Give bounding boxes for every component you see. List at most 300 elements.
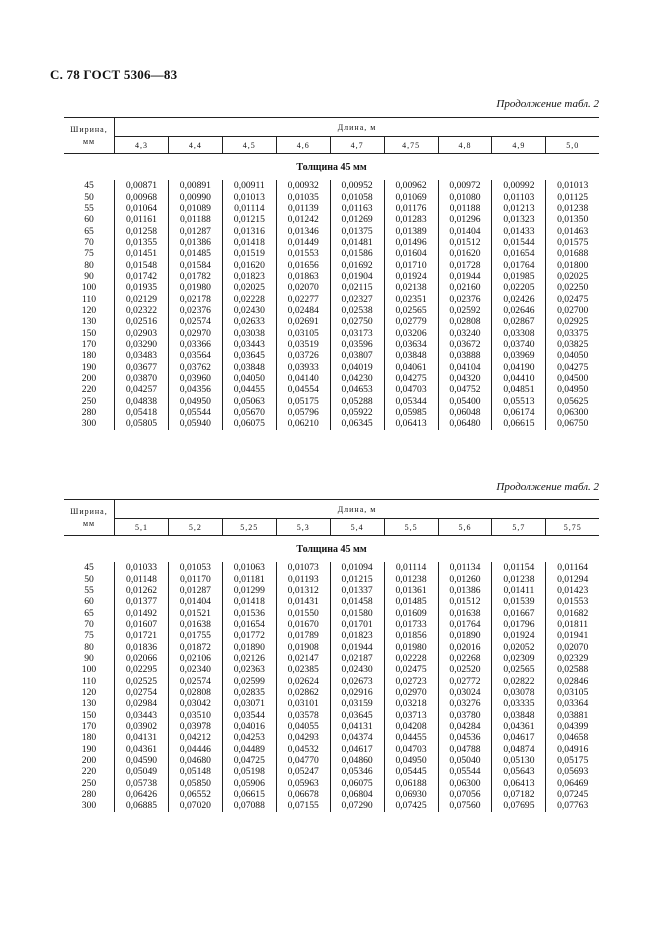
volume-cell: 0,02426: [492, 293, 546, 304]
section-title: Толщина 45 мм: [296, 161, 367, 173]
volume-cell: 0,04703: [384, 744, 438, 755]
volume-cell: 0,03483: [115, 350, 169, 361]
section-title: Толщина 45 мм: [296, 543, 367, 555]
volume-cell: 0,03024: [438, 687, 492, 698]
volume-cell: 0,01423: [546, 585, 599, 596]
volume-cell: 0,02129: [115, 293, 169, 304]
volume-cell: 0,02646: [492, 305, 546, 316]
volume-cell: 0,03071: [222, 698, 276, 709]
volume-cell: 0,04455: [222, 384, 276, 395]
volume-cell: 0,01053: [168, 562, 222, 573]
volume-cell: 0,07088: [222, 800, 276, 811]
volume-cell: 0,02147: [276, 653, 330, 664]
volume-cell: 0,02700: [546, 305, 599, 316]
width-value: 60: [84, 214, 94, 226]
volume-cell: 0,04658: [546, 732, 599, 743]
table-row: [64, 709, 599, 720]
volume-cell: 0,01035: [276, 191, 330, 202]
volume-cell: 0,01985: [492, 271, 546, 282]
volume-cell: 0,01481: [330, 237, 384, 248]
length-value: 5,2: [168, 519, 222, 536]
volume-cell: 0,01604: [384, 248, 438, 259]
volume-cell: 0,07763: [546, 800, 599, 811]
volume-cell: 0,00972: [438, 180, 492, 191]
volume-cell: 0,01823: [330, 630, 384, 641]
volume-cell: 0,01692: [330, 259, 384, 270]
table-row: [64, 630, 599, 641]
volume-cell: 0,04320: [438, 373, 492, 384]
volume-cell: 0,02363: [222, 664, 276, 675]
volume-cell: 0,01586: [330, 248, 384, 259]
volume-cell: 0,05418: [115, 407, 169, 418]
volume-cell: 0,02970: [168, 327, 222, 338]
volume-cell: 0,03726: [276, 350, 330, 361]
volume-cell: 0,02115: [330, 282, 384, 293]
volume-cell: 0,02846: [546, 675, 599, 686]
volume-cell: 0,02520: [438, 664, 492, 675]
volume-cell: 0,03038: [222, 327, 276, 338]
volume-cell: 0,04190: [492, 362, 546, 373]
volume-cell: 0,02903: [115, 327, 169, 338]
table-row: [64, 789, 599, 800]
volume-cell: 0,01980: [384, 641, 438, 652]
volume-cell: 0,04050: [222, 373, 276, 384]
volume-cell: 0,01238: [546, 203, 599, 214]
volume-cell: 0,02808: [438, 316, 492, 327]
volume-cell: 0,02835: [222, 687, 276, 698]
volume-cell: 0,05670: [222, 407, 276, 418]
volume-cell: 0,02268: [438, 653, 492, 664]
volume-cell: 0,05693: [546, 766, 599, 777]
volume-cell: 0,04950: [546, 384, 599, 395]
volume-cell: 0,00891: [168, 180, 222, 191]
length-values-row: [64, 137, 599, 154]
volume-cell: 0,01418: [222, 237, 276, 248]
volume-cell: 0,01823: [222, 271, 276, 282]
volume-cell: 0,01350: [546, 214, 599, 225]
volume-cell: 0,01800: [546, 259, 599, 270]
volume-cell: 0,01355: [115, 237, 169, 248]
volume-cell: 0,01944: [438, 271, 492, 282]
volume-cell: 0,01386: [168, 237, 222, 248]
table-row: [64, 225, 599, 236]
volume-cell: 0,02351: [384, 293, 438, 304]
volume-cell: 0,06552: [168, 789, 222, 800]
volume-cell: 0,01114: [222, 203, 276, 214]
volume-cell: 0,02808: [168, 687, 222, 698]
volume-cell: 0,01492: [115, 607, 169, 618]
page-header: С. 78 ГОСТ 5306—83: [50, 67, 178, 82]
volume-cell: 0,01337: [330, 585, 384, 596]
volume-cell: 0,06615: [222, 789, 276, 800]
volume-cell: 0,01863: [276, 271, 330, 282]
volume-cell: 0,02475: [384, 664, 438, 675]
volume-cell: 0,04061: [384, 362, 438, 373]
volume-cell: 0,04950: [384, 755, 438, 766]
volume-cell: 0,04752: [438, 384, 492, 395]
volume-cell: 0,01170: [168, 573, 222, 584]
width-value: 100: [81, 282, 97, 294]
table-row: [64, 641, 599, 652]
volume-cell: 0,04257: [115, 384, 169, 395]
volume-cell: 0,02984: [115, 698, 169, 709]
volume-cell: 0,01607: [115, 619, 169, 630]
volume-cell: 0,04131: [115, 732, 169, 743]
volume-cell: 0,01260: [438, 573, 492, 584]
volume-cell: 0,01103: [492, 191, 546, 202]
volume-cell: 0,01154: [492, 562, 546, 573]
volume-cell: 0,01294: [546, 573, 599, 584]
table-row: [64, 396, 599, 407]
continuation-caption: Продолжение табл. 2: [496, 481, 599, 493]
volume-cell: 0,02772: [438, 675, 492, 686]
volume-cell: 0,00932: [276, 180, 330, 191]
length-value: 4,3: [115, 137, 169, 154]
table-row: [64, 316, 599, 327]
table-row: [64, 800, 599, 811]
width-value: 80: [84, 641, 94, 653]
volume-cell: 0,05130: [492, 755, 546, 766]
volume-cell: 0,01512: [438, 596, 492, 607]
volume-cell: 0,04104: [438, 362, 492, 373]
volume-cell: 0,06678: [276, 789, 330, 800]
volume-cell: 0,03544: [222, 709, 276, 720]
volume-cell: 0,04284: [438, 721, 492, 732]
volume-cell: 0,01013: [546, 180, 599, 191]
volume-cell: 0,01764: [438, 619, 492, 630]
width-value: 60: [84, 596, 94, 608]
volume-cell: 0,04050: [546, 350, 599, 361]
volume-cell: 0,05445: [384, 766, 438, 777]
volume-cell: 0,01404: [168, 596, 222, 607]
volume-cell: 0,00990: [168, 191, 222, 202]
width-value: 220: [81, 766, 97, 778]
volume-cell: 0,03933: [276, 362, 330, 373]
volume-cell: 0,06885: [115, 800, 169, 811]
volume-cell: 0,01346: [276, 225, 330, 236]
volume-cell: 0,04455: [384, 732, 438, 743]
volume-cell: 0,06615: [492, 418, 546, 429]
table-row: [64, 407, 599, 418]
volume-cell: 0,04536: [438, 732, 492, 743]
header-row: [64, 118, 599, 137]
volume-cell: 0,04131: [330, 721, 384, 732]
table-row: [64, 687, 599, 698]
volume-cell: 0,06075: [330, 778, 384, 789]
width-value: 190: [81, 743, 97, 755]
table-row: [64, 418, 599, 429]
volume-cell: 0,04590: [115, 755, 169, 766]
volume-cell: 0,04055: [276, 721, 330, 732]
width-value: 250: [81, 395, 97, 407]
volume-cell: 0,06750: [546, 418, 599, 429]
volume-cell: 0,06300: [438, 778, 492, 789]
volume-cell: 0,01089: [168, 203, 222, 214]
section-row: [64, 154, 599, 181]
volume-cell: 0,01080: [438, 191, 492, 202]
width-value: 250: [81, 777, 97, 789]
volume-cell: 0,03713: [384, 709, 438, 720]
volume-cell: 0,01287: [168, 225, 222, 236]
volume-cell: 0,04361: [115, 744, 169, 755]
volume-cell: 0,06075: [222, 418, 276, 429]
volume-cell: 0,01063: [222, 562, 276, 573]
width-value: 55: [84, 584, 94, 596]
volume-cell: 0,00911: [222, 180, 276, 191]
table-row: [64, 373, 599, 384]
volume-cell: 0,02565: [384, 305, 438, 316]
table-row: [64, 191, 599, 202]
volume-cell: 0,01323: [492, 214, 546, 225]
table-row: [64, 562, 599, 573]
volume-cell: 0,04838: [115, 396, 169, 407]
volume-cell: 0,03762: [168, 362, 222, 373]
volume-cell: 0,01238: [492, 573, 546, 584]
volume-cell: 0,01114: [384, 562, 438, 573]
volume-cell: 0,02925: [546, 316, 599, 327]
volume-cell: 0,03364: [546, 698, 599, 709]
volume-cell: 0,02633: [222, 316, 276, 327]
volume-cell: 0,02916: [330, 687, 384, 698]
table-row: [64, 732, 599, 743]
volume-cell: 0,01404: [438, 225, 492, 236]
volume-cell: 0,02250: [546, 282, 599, 293]
volume-cell: 0,05805: [115, 418, 169, 429]
volume-cell: 0,01890: [438, 630, 492, 641]
volume-cell: 0,06469: [546, 778, 599, 789]
volume-cell: 0,02484: [276, 305, 330, 316]
volume-cell: 0,01733: [384, 619, 438, 630]
volume-cell: 0,07182: [492, 789, 546, 800]
volume-cell: 0,03335: [492, 698, 546, 709]
length-value: 5,1: [115, 519, 169, 536]
volume-cell: 0,05906: [222, 778, 276, 789]
width-value: 120: [81, 304, 97, 316]
volume-cell: 0,02066: [115, 653, 169, 664]
volume-cell: 0,06345: [330, 418, 384, 429]
volume-cell: 0,01148: [115, 573, 169, 584]
length-header: Длина, м: [115, 118, 600, 137]
volume-cell: 0,05344: [384, 396, 438, 407]
table-row: [64, 237, 599, 248]
volume-cell: 0,02205: [492, 282, 546, 293]
volume-cell: 0,07155: [276, 800, 330, 811]
volume-cell: 0,01721: [115, 630, 169, 641]
table-row: [64, 664, 599, 675]
volume-cell: 0,01377: [115, 596, 169, 607]
volume-cell: 0,02525: [115, 675, 169, 686]
volume-cell: 0,02430: [222, 305, 276, 316]
volume-cell: 0,01283: [384, 214, 438, 225]
table-row: [64, 698, 599, 709]
volume-cell: 0,03366: [168, 339, 222, 350]
volume-cell: 0,01890: [222, 641, 276, 652]
volume-cell: 0,03902: [115, 721, 169, 732]
length-value: 5,4: [330, 519, 384, 536]
volume-cell: 0,01176: [384, 203, 438, 214]
volume-cell: 0,01258: [115, 225, 169, 236]
volume-cell: 0,02016: [438, 641, 492, 652]
volume-cell: 0,00992: [492, 180, 546, 191]
volume-cell: 0,04617: [492, 732, 546, 743]
table-row: [64, 327, 599, 338]
length-value: 5,3: [276, 519, 330, 536]
volume-cell: 0,06413: [384, 418, 438, 429]
length-value: 5,75: [546, 519, 599, 536]
volume-cell: 0,01620: [222, 259, 276, 270]
volume-cell: 0,01139: [276, 203, 330, 214]
volume-cell: 0,04446: [168, 744, 222, 755]
table-row: [64, 619, 599, 630]
volume-cell: 0,04410: [492, 373, 546, 384]
volume-cell: 0,02187: [330, 653, 384, 664]
volume-cell: 0,07290: [330, 800, 384, 811]
volume-cell: 0,02070: [546, 641, 599, 652]
volume-cell: 0,02592: [438, 305, 492, 316]
volume-cell: 0,01710: [384, 259, 438, 270]
volume-cell: 0,03645: [222, 350, 276, 361]
volume-cell: 0,05922: [330, 407, 384, 418]
width-value: 90: [84, 270, 94, 282]
volume-cell: 0,04253: [222, 732, 276, 743]
volume-cell: 0,05040: [438, 755, 492, 766]
volume-cell: 0,01519: [222, 248, 276, 259]
volume-cell: 0,04788: [438, 744, 492, 755]
volume-cell: 0,04212: [168, 732, 222, 743]
volume-cell: 0,02475: [546, 293, 599, 304]
volume-cell: 0,02295: [115, 664, 169, 675]
volume-cell: 0,01125: [546, 191, 599, 202]
volume-cell: 0,06048: [438, 407, 492, 418]
length-value: 5,25: [222, 519, 276, 536]
volume-cell: 0,04950: [168, 396, 222, 407]
width-value: 45: [84, 180, 94, 192]
width-value: 50: [84, 573, 94, 585]
volume-cell: 0,01553: [546, 596, 599, 607]
volume-cell: 0,04230: [330, 373, 384, 384]
table-row: [64, 573, 599, 584]
volume-cell: 0,01521: [168, 607, 222, 618]
volume-cell: 0,03780: [438, 709, 492, 720]
width-value: 100: [81, 664, 97, 676]
volume-cell: 0,01433: [492, 225, 546, 236]
volume-cell: 0,01033: [115, 562, 169, 573]
table-row: [64, 362, 599, 373]
volume-cell: 0,03870: [115, 373, 169, 384]
volume-cell: 0,02385: [276, 664, 330, 675]
width-value: 170: [81, 720, 97, 732]
volume-cell: 0,01161: [115, 214, 169, 225]
volume-cell: 0,03645: [330, 709, 384, 720]
width-value: 150: [81, 327, 97, 339]
volume-cell: 0,03969: [492, 350, 546, 361]
volume-cell: 0,01553: [276, 248, 330, 259]
volume-cell: 0,04361: [492, 721, 546, 732]
volume-cell: 0,04356: [168, 384, 222, 395]
width-value: 90: [84, 652, 94, 664]
width-value: 150: [81, 709, 97, 721]
data-table-2: [64, 499, 599, 812]
volume-cell: 0,06480: [438, 418, 492, 429]
volume-cell: 0,01418: [222, 596, 276, 607]
width-value: 220: [81, 384, 97, 396]
table-row: [64, 248, 599, 259]
volume-cell: 0,02538: [330, 305, 384, 316]
volume-cell: 0,01238: [384, 573, 438, 584]
width-value: 300: [81, 800, 97, 812]
section-row: [64, 536, 599, 563]
volume-cell: 0,01188: [438, 203, 492, 214]
volume-cell: 0,01269: [330, 214, 384, 225]
width-value: 120: [81, 686, 97, 698]
table-row: [64, 607, 599, 618]
volume-cell: 0,04916: [546, 744, 599, 755]
volume-cell: 0,04293: [276, 732, 330, 743]
volume-cell: 0,02309: [492, 653, 546, 664]
volume-cell: 0,01980: [168, 282, 222, 293]
volume-cell: 0,03634: [384, 339, 438, 350]
length-value: 4,8: [438, 137, 492, 154]
width-value: 80: [84, 259, 94, 271]
volume-cell: 0,01213: [492, 203, 546, 214]
table-row: [64, 214, 599, 225]
volume-cell: 0,03578: [276, 709, 330, 720]
volume-cell: 0,01872: [168, 641, 222, 652]
volume-cell: 0,04489: [222, 744, 276, 755]
volume-cell: 0,02430: [330, 664, 384, 675]
table-row: [64, 755, 599, 766]
volume-cell: 0,01550: [276, 607, 330, 618]
volume-cell: 0,04653: [330, 384, 384, 395]
volume-cell: 0,02322: [115, 305, 169, 316]
length-value: 4,9: [492, 137, 546, 154]
volume-cell: 0,01058: [330, 191, 384, 202]
volume-cell: 0,02970: [384, 687, 438, 698]
volume-cell: 0,00952: [330, 180, 384, 191]
volume-cell: 0,02178: [168, 293, 222, 304]
volume-cell: 0,05625: [546, 396, 599, 407]
volume-cell: 0,02329: [546, 653, 599, 664]
volume-cell: 0,01638: [168, 619, 222, 630]
table-row: [64, 585, 599, 596]
volume-cell: 0,01575: [546, 237, 599, 248]
table-row: [64, 180, 599, 191]
volume-cell: 0,01701: [330, 619, 384, 630]
volume-cell: 0,01638: [438, 607, 492, 618]
volume-cell: 0,03888: [438, 350, 492, 361]
volume-cell: 0,03848: [492, 709, 546, 720]
volume-cell: 0,02691: [276, 316, 330, 327]
volume-cell: 0,01485: [384, 596, 438, 607]
volume-cell: 0,01411: [492, 585, 546, 596]
volume-cell: 0,03740: [492, 339, 546, 350]
volume-cell: 0,01667: [492, 607, 546, 618]
volume-cell: 0,04374: [330, 732, 384, 743]
volume-cell: 0,04554: [276, 384, 330, 395]
volume-cell: 0,01539: [492, 596, 546, 607]
volume-cell: 0,02867: [492, 316, 546, 327]
volume-cell: 0,03960: [168, 373, 222, 384]
volume-cell: 0,05544: [438, 766, 492, 777]
volume-cell: 0,05643: [492, 766, 546, 777]
volume-cell: 0,01670: [276, 619, 330, 630]
volume-cell: 0,03218: [384, 698, 438, 709]
volume-cell: 0,03596: [330, 339, 384, 350]
length-value: 4,5: [222, 137, 276, 154]
volume-cell: 0,01512: [438, 237, 492, 248]
volume-cell: 0,02376: [438, 293, 492, 304]
volume-cell: 0,01536: [222, 607, 276, 618]
